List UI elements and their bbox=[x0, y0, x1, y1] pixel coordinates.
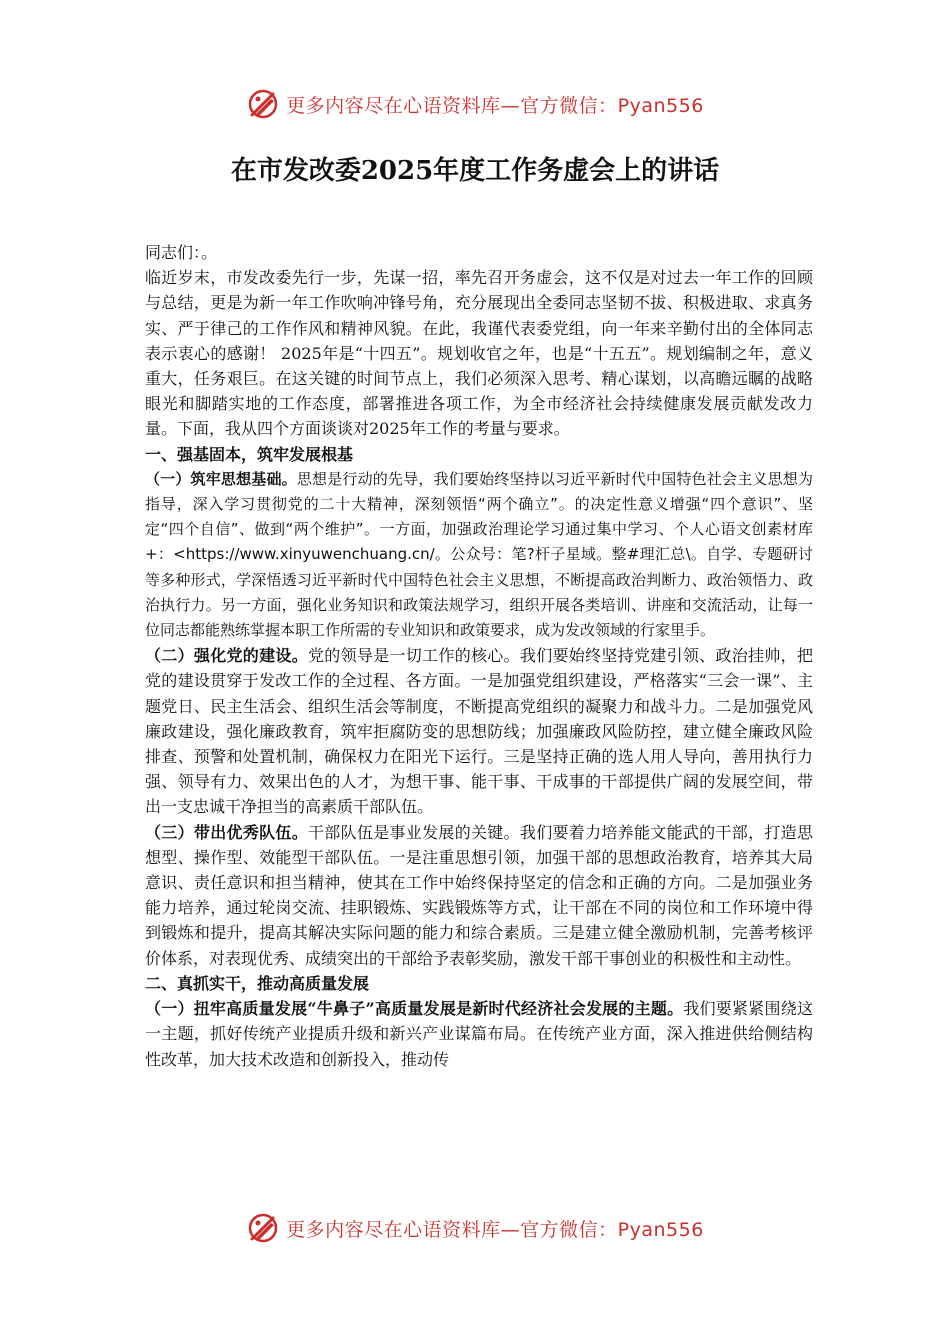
subsection-4-text: 我们要紧紧围绕这一主题，抓好传统产业提质升级和新兴产业谋篇布局。在传统产业方面，深入推进供给侧结构性改革，加大技术改造和创新投入，推动传 bbox=[145, 999, 813, 1069]
footer-watermark-banner bbox=[0, 1208, 950, 1248]
subsection-2-text: 党的领导是一切工作的核心。我们要始终坚持党建引领、政治挂帅，把党的建设贯穿于发改工作的全过程、各方面。一是加强党组织建设，严格落实“三会一课”、主题党日、民主生活会、组织生活会等制度，不断提高党组织的凝聚力和战斗力。二是加强党风廉政建设，强化廉政教育，筑牢拒腐防变的思想防线；加强廉政风险防控，建立健全廉政风险排查、预警和处置机制，确保权力在阳光下运行。三是坚持正确的选人用人导向，善用执行力强、领导有力、效果出色的人才，为想干事、能干事、干成事的干部提供广阔的发展空间，带出一支忠诚干净担当的高素质干部队伍。 bbox=[145, 646, 813, 817]
subsection-1-lead: （一）筑牢思想基础。 bbox=[145, 469, 297, 488]
subsection-3-paragraph bbox=[145, 820, 813, 971]
watermark-text: 更多内容尽在心语资料库—官方微信：Pyan556 bbox=[286, 1218, 704, 1241]
subsection-1-paragraph bbox=[145, 467, 813, 643]
subsection-4-lead: （一）扭牢高质量发展“牛鼻子”高质量发展是新时代经济社会发展的主题。 bbox=[145, 999, 684, 1019]
intro-paragraph: 临近岁末，市发改委先行一步，先谋一招，率先召开务虚会，这不仅是对过去一年工作的回顾与总结，更是为新一年工作吹响冲锋号角，充分展现出全委同志坚韧不拔、积极进取、求真务实、严于律己的工作作风和精神风貌。在此，我谨代表委党组，向一年来辛勤付出的全体同志表示衷心的感谢！ 2025年是“十四五”。规划收官之年，也是“十五五”。规划编制之年，意义重大，任务艰巨。在这关键的时间节点上，我们必须深入思考、精心谋划，以高瞻远瞩的战略眼光和脚踏实地的工作态度，部署推进各项工作，为全市经济社会持续健康发展贡献发改力量。下面，我从四个方面谈谈对2025年工作的考量与要求。 bbox=[145, 268, 813, 439]
subsection-1-text: 思想是行动的先导，我们要始终坚持以习近平新时代中国特色社会主义思想为指导，深入学习贯彻党的二十大精神，深刻领悟“两个确立”。的决定性意义增强“四个意识”、坚定“四个自信”、做到“两个维护”。一方面，加强政治理论学习通过集中学习、个人心语文创素材库+：<https://www.xinyuwenchuang.cn/。公众号：笔?杆子星域。整#理汇总\。自学、专题研讨等多种形式，学深悟透习近平新时代中国特色社会主义思想，不断提高政治判断力、政治领悟力、政治执行力。另一方面，强化业务知识和政策法规学习，组织开展各类培训、讲座和交流活动，让每一位同志都能熟练掌握本职工作所需的专业知识和政策要求，成为发改领域的行家里手。 bbox=[145, 469, 813, 640]
document-body bbox=[145, 240, 813, 1072]
section-heading-2: 二、真抓实干，推动高质量发展 bbox=[145, 973, 370, 993]
pen-seal-logo-icon bbox=[246, 1211, 280, 1245]
subsection-4-paragraph bbox=[145, 996, 813, 1072]
pen-seal-logo-icon bbox=[246, 87, 280, 121]
section-heading-1: 一、强基固本，筑牢发展根基 bbox=[145, 444, 354, 464]
subsection-3-text: 干部队伍是事业发展的关键。我们要着力培养能文能武的干部，打造思想型、操作型、效能型干部队伍。一是注重思想引领，加强干部的思想政治教育，培养其大局意识、责任意识和担当精神，使其在工作中始终保持坚定的信念和正确的方向。二是加强业务能力培养，通过轮岗交流、挂职锻炼、实践锻炼等方式，让干部在不同的岗位和工作环境中得到锻炼和提升，提高其解决实际问题的能力和综合素质。三是建立健全激励机制，完善考核评价体系，对表现优秀、成绩突出的干部给予表彰奖励，激发干部干事创业的积极性和主动性。 bbox=[145, 822, 813, 968]
header-watermark-banner bbox=[0, 84, 950, 124]
greeting: 同志们：。 bbox=[145, 243, 218, 262]
subsection-3-lead: （三）带出优秀队伍。 bbox=[145, 822, 308, 842]
watermark-text: 更多内容尽在心语资料库—官方微信：Pyan556 bbox=[286, 94, 704, 117]
document-title: 在市发改委2025年度工作务虚会上的讲话 bbox=[230, 156, 720, 186]
subsection-2-paragraph bbox=[145, 643, 813, 819]
subsection-2-lead: （二）强化党的建设。 bbox=[145, 646, 308, 666]
